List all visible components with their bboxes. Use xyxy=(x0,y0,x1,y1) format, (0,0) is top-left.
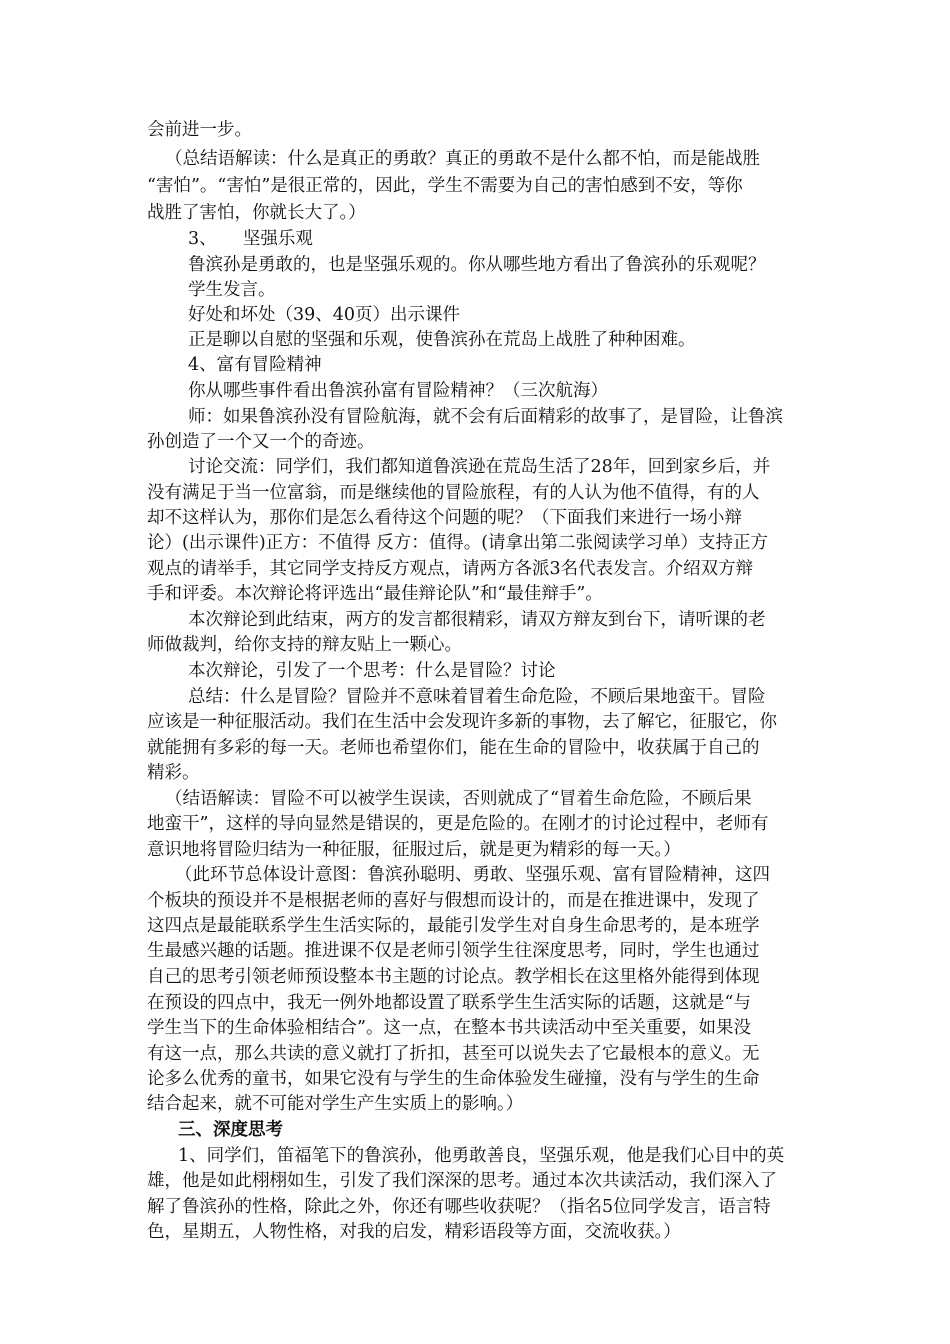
text-line: 色，星期五，人物性格，对我的启发，精彩语段等方面，交流收获。） xyxy=(147,1222,681,1242)
text-line: 好处和坏处（39、40页）出示课件 xyxy=(188,305,461,325)
text-line: 意识地将冒险归结为一种征服，征服过后，就是更为精彩的每一天。） xyxy=(147,840,681,860)
text-line: 学生发言。 xyxy=(188,280,276,300)
text-line: 应该是一种征服活动。我们在生活中会发现许多新的事物，去了解它，征服它，你 xyxy=(147,712,777,732)
text-line: 总结：什么是冒险？冒险并不意味着冒着生命危险，不顾后果地蛮干。冒险 xyxy=(188,687,766,707)
text-line: 手和评委。本次辩论将评选出“最佳辩论队”和“最佳辩手”。 xyxy=(147,584,603,604)
text-line: （总结语解读：什么是真正的勇敢？真正的勇敢不是什么都不怕，而是能战胜 xyxy=(165,149,760,169)
text-line: 观点的请举手，其它同学支持反方观点，请两方各派3名代表发言。介绍双方辩 xyxy=(147,559,754,579)
text-line: （结语解读：冒险不可以被学生误读，否则就成了“冒着生命危险，不顾后果 xyxy=(165,789,752,809)
text-line: 讨论交流：同学们，我们都知道鲁滨逊在荒岛生活了28年，回到家乡后，并 xyxy=(188,457,771,477)
text-line: 论多么优秀的童书，如果它没有与学生的生命体验发生碰撞，没有与学生的生命 xyxy=(147,1069,760,1089)
section-heading: 三、深度思考 xyxy=(178,1120,283,1140)
text-line: 生最感兴趣的话题。推进课不仅是老师引领学生往深度思考，同时，学生也通过 xyxy=(147,941,760,961)
text-line: “害怕”。“害怕”是很正常的，因此，学生不需要为自己的害怕感到不安，等你 xyxy=(147,176,743,196)
text-line: 论）(出示课件)正方：不值得 反方：值得。(请拿出第二张阅读学习单）支持正方 xyxy=(147,533,769,553)
text-line: 师做裁判，给你支持的辩友贴上一颗心。 xyxy=(147,635,462,655)
text-line: 1、同学们，笛福笔下的鲁滨孙，他勇敢善良，坚强乐观，他是我们心目中的英 xyxy=(178,1146,785,1166)
section-heading: 4、富有冒险精神 xyxy=(188,355,322,375)
text-line: 自己的思考引领老师预设整本书主题的讨论点。教学相长在这里格外能得到体现 xyxy=(147,967,760,987)
text-line: 正是聊以自慰的坚强和乐观，使鲁滨孙在荒岛上战胜了种种困难。 xyxy=(188,330,696,350)
text-line: （此环节总体设计意图：鲁滨孙聪明、勇敢、坚强乐观、富有冒险精神，这四 xyxy=(175,865,770,885)
text-line: 师：如果鲁滨孙没有冒险航海，就不会有后面精彩的故事了，是冒险，让鲁滨 xyxy=(188,407,783,427)
text-line: 这四点是最能联系学生生活实际的，最能引发学生对自身生命思考的，是本班学 xyxy=(147,916,760,936)
text-line: 精彩。 xyxy=(147,763,200,783)
text-line: 战胜了害怕，你就长大了。） xyxy=(147,203,366,223)
text-line: 就能拥有多彩的每一天。老师也希望你们，能在生命的冒险中，收获属于自己的 xyxy=(147,738,760,758)
text-line: 解了鲁滨孙的性格，除此之外，你还有哪些收获呢？（指名5位同学发言，语言特 xyxy=(147,1197,771,1217)
text-line: 会前进一步。 xyxy=(147,120,252,140)
text-line: 本次辩论到此结束，两方的发言都很精彩，请双方辩友到台下，请听课的老 xyxy=(188,610,766,630)
text-line: 在预设的四点中，我无一例外地都设置了联系学生生活实际的话题，这就是“与 xyxy=(147,993,751,1013)
text-line: 雄，他是如此栩栩如生，引发了我们深深的思考。通过本次共读活动，我们深入了 xyxy=(147,1171,777,1191)
text-line: 学生当下的生命体验相结合”。这一点，在整本书共读活动中至关重要，如果没 xyxy=(147,1018,751,1038)
text-line: 地蛮干”，这样的导向显然是错误的，更是危险的。在刚才的讨论过程中，老师有 xyxy=(147,814,769,834)
text-line: 鲁滨孙是勇敢的，也是坚强乐观的。你从哪些地方看出了鲁滨孙的乐观呢？ xyxy=(188,255,766,275)
text-line: 孙创造了一个又一个的奇迹。 xyxy=(147,432,375,452)
section-heading: 3、 坚强乐观 xyxy=(188,229,313,249)
text-line: 没有满足于当一位富翁，而是继续他的冒险旅程，有的人认为他不值得，有的人 xyxy=(147,483,760,503)
text-line: 结合起来，就不可能对学生产生实质上的影响。） xyxy=(147,1094,524,1114)
text-line: 本次辩论，引发了一个思考：什么是冒险？讨论 xyxy=(188,661,556,681)
text-line: 个板块的预设并不是根据老师的喜好与假想而设计的，而是在推进课中，发现了 xyxy=(147,891,760,911)
text-line: 你从哪些事件看出鲁滨孙富有冒险精神？（三次航海） xyxy=(188,381,608,401)
text-line: 有这一点，那么共读的意义就打了折扣，甚至可以说失去了它最根本的意义。无 xyxy=(147,1044,760,1064)
text-line: 却不这样认为，那你们是怎么看待这个问题的呢？（下面我们来进行一场小辩 xyxy=(147,508,742,528)
